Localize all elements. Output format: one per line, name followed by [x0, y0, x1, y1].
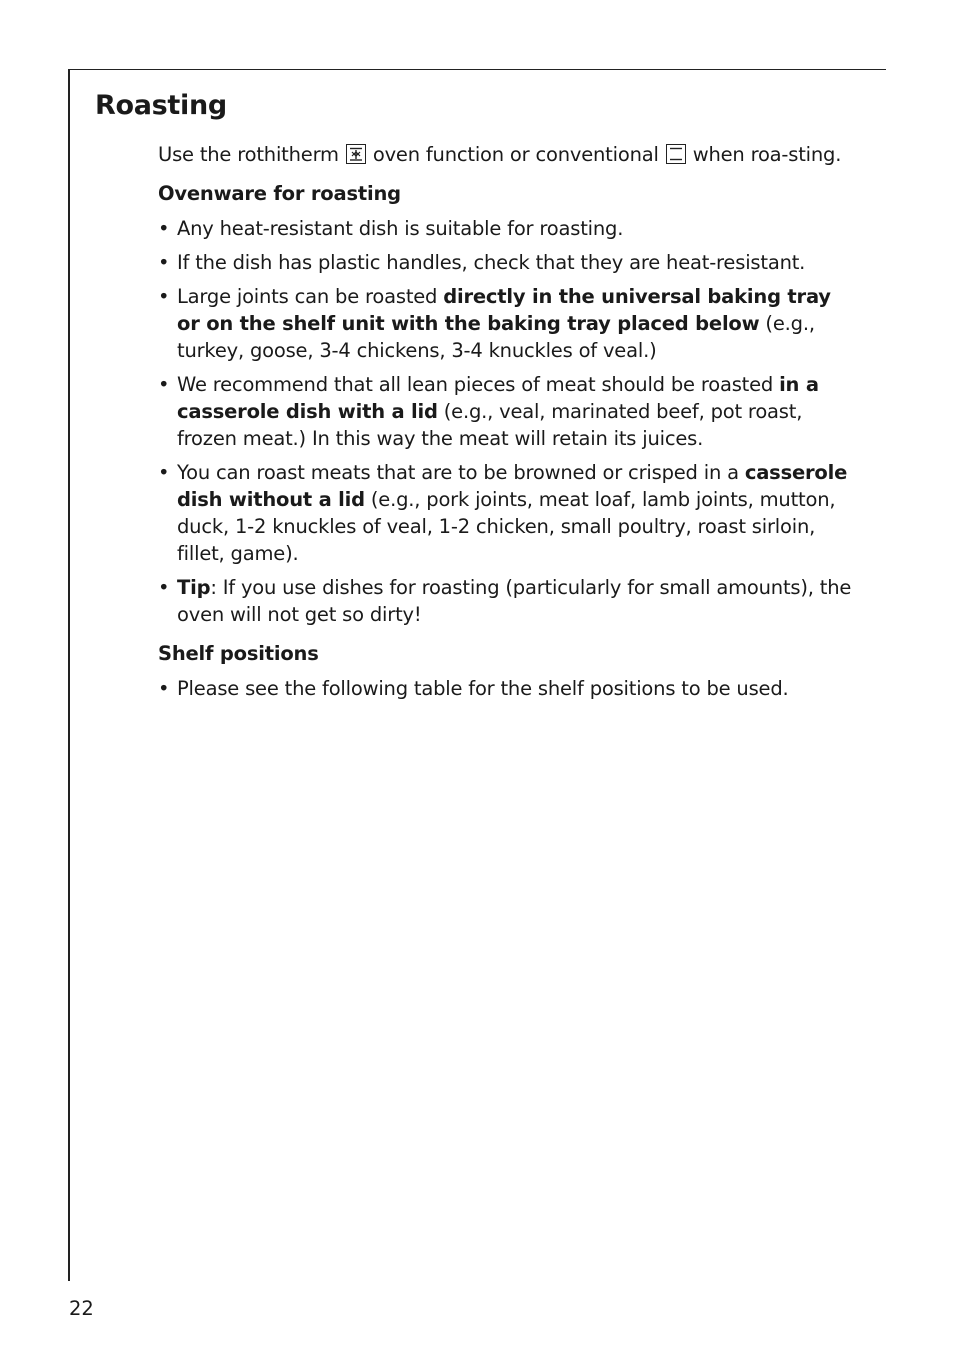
list-item-text: If the dish has plastic handles, check that they are heat-resistant. [177, 251, 806, 274]
bullet-icon: • [158, 461, 170, 484]
left-rule [68, 69, 70, 1281]
bullet-icon: • [158, 576, 170, 599]
section-heading-ovenware: Ovenware for roasting [158, 182, 401, 205]
list-item-text: Please see the following table for the shelf positions to be used. [177, 677, 789, 700]
rothitherm-icon [346, 144, 366, 164]
list-item [158, 574, 858, 628]
list-item [158, 459, 858, 567]
page-title: Roasting [95, 90, 227, 121]
list-item-text: (e.g., pork joints, meat loaf, lamb joints, mutton, duck, 1-2 knuckles of veal, 1-2 chicken, small poultry, roast sirloin, fillet, game). [177, 488, 836, 565]
list-item-emphasis: casserole dish without a lid [177, 461, 848, 511]
list-item [158, 371, 858, 452]
bullet-icon: • [158, 677, 170, 700]
bullet-icon: • [158, 217, 170, 240]
bullet-icon: • [158, 285, 170, 308]
bullet-icon: • [158, 251, 170, 274]
intro-text-3: when roa-sting. [686, 143, 842, 166]
intro-text-1: Use the rothitherm [158, 143, 345, 166]
bullet-icon: • [158, 373, 170, 396]
list-item-text: : If you use dishes for roasting (particularly for small amounts), the oven will not get so dirty! [177, 576, 852, 626]
list-item-emphasis: directly in the universal baking tray or on the shelf unit with the baking tray placed below [177, 285, 831, 335]
list-item-text: (e.g., veal, marinated beef, pot roast, frozen meat.) In this way the meat will retain its juices. [177, 400, 803, 450]
top-rule [68, 69, 886, 70]
intro-text-2: oven function or conventional [366, 143, 665, 166]
intro-paragraph [158, 141, 858, 168]
list-item-text: Any heat-resistant dish is suitable for roasting. [177, 217, 624, 240]
page-number: 22 [69, 1297, 94, 1320]
list-item [158, 249, 858, 276]
section-heading-shelf: Shelf positions [158, 642, 319, 665]
list-item [158, 215, 858, 242]
conventional-heat-icon [666, 144, 686, 164]
list-item-emphasis: Tip [177, 576, 211, 599]
page-content [158, 141, 858, 709]
list-item-emphasis: in a casserole dish with a lid [177, 373, 819, 423]
list-item-text: (e.g., turkey, goose, 3-4 chickens, 3-4 knuckles of veal.) [177, 312, 815, 362]
list-item [158, 283, 858, 364]
list-item-text: Large joints can be roasted [177, 285, 444, 308]
list-item-text: We recommend that all lean pieces of meat should be roasted [177, 373, 780, 396]
list-item-text: You can roast meats that are to be browned or crisped in a [177, 461, 745, 484]
list-item [158, 675, 858, 702]
